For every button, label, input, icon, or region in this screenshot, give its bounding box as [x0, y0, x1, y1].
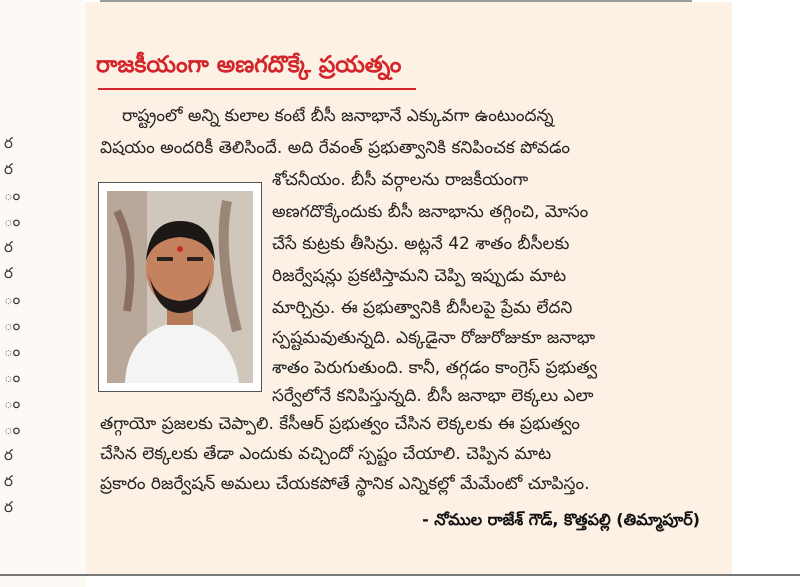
bottom-rule: [0, 574, 800, 576]
body-line: శాతం పెరుగుతుంది. కానీ, తగ్గడం కాంగ్రెస్ ప్రభుత్వ: [272, 358, 598, 378]
body-line: రాష్ట్రంలో అన్ని కులాల కంటే బీసీ జనాభానే ఎక్కువగా ఉంటుందన్న: [122, 106, 554, 126]
author-portrait-icon: [107, 191, 253, 383]
body-line: తగ్గాయో ప్రజలకు చెప్పాలి. కేసీఆర్ ప్రభుత్వం చేసిన లెక్కలకు ఈ ప్రభుత్వం: [100, 414, 580, 434]
author-photo: [107, 191, 253, 383]
body-line: శోచనీయం. బీసీ వర్గాలను రాజకీయంగా: [272, 170, 529, 190]
body-line: స్పష్టమవుతున్నది. ఎక్కడైనా రోజురోజుకూ జనాభా: [272, 328, 596, 348]
adjacent-column: [0, 0, 86, 587]
author-byline: - నోముల రాజేశ్ గౌడ్, కొత్తపల్లి (తిమ్మాపూర్): [422, 510, 700, 529]
body-line: చేసిన లెక్కలకు తేడా ఎందుకు వచ్చిందో స్పష్టం చేయాలి. చెప్పిన మాట: [100, 444, 552, 464]
body-line: అణగదొక్కేందుకు బీసీ జనాభాను తగ్గించి, మోసం: [272, 202, 589, 222]
body-line: చేసే కుట్రకు తీసిన్రు. అట్లనే 42 శాతం బీసీలకు: [272, 234, 570, 254]
headline: రాజకీయంగా అణగదొక్కే ప్రయత్నం: [96, 52, 402, 78]
body-line: సర్వేలోనే కనిపిస్తున్నది. బీసీ జనాభా లెక్కలు ఎలా: [272, 386, 594, 406]
body-line: విషయం అందరికీ తెలిసిందే. అది రేవంత్ ప్రభుత్వానికి కనిపించక పోవడం: [100, 138, 570, 158]
body-line: మార్చిన్రు. ఈ ప్రభుత్వానికి బీసీలపై ప్రేమ లేదని: [272, 298, 573, 318]
body-line: ప్రకారం రిజర్వేషన్ అమలు చేయకపోతే స్థానిక ఎన్నికల్లో మేమేంటో చూపిస్తం.: [100, 474, 590, 494]
letter-article: [86, 2, 732, 574]
headline-underline: [98, 88, 416, 90]
author-photo-frame: [98, 182, 262, 392]
body-line: రిజర్వేషన్లు ప్రకటిస్తామని చెప్పి ఇప్పుడు మాట: [272, 266, 567, 286]
adjacent-column-text: ర ర ం ం ర ర ం ం ం ం ం ం ర ర ర: [4, 134, 21, 516]
